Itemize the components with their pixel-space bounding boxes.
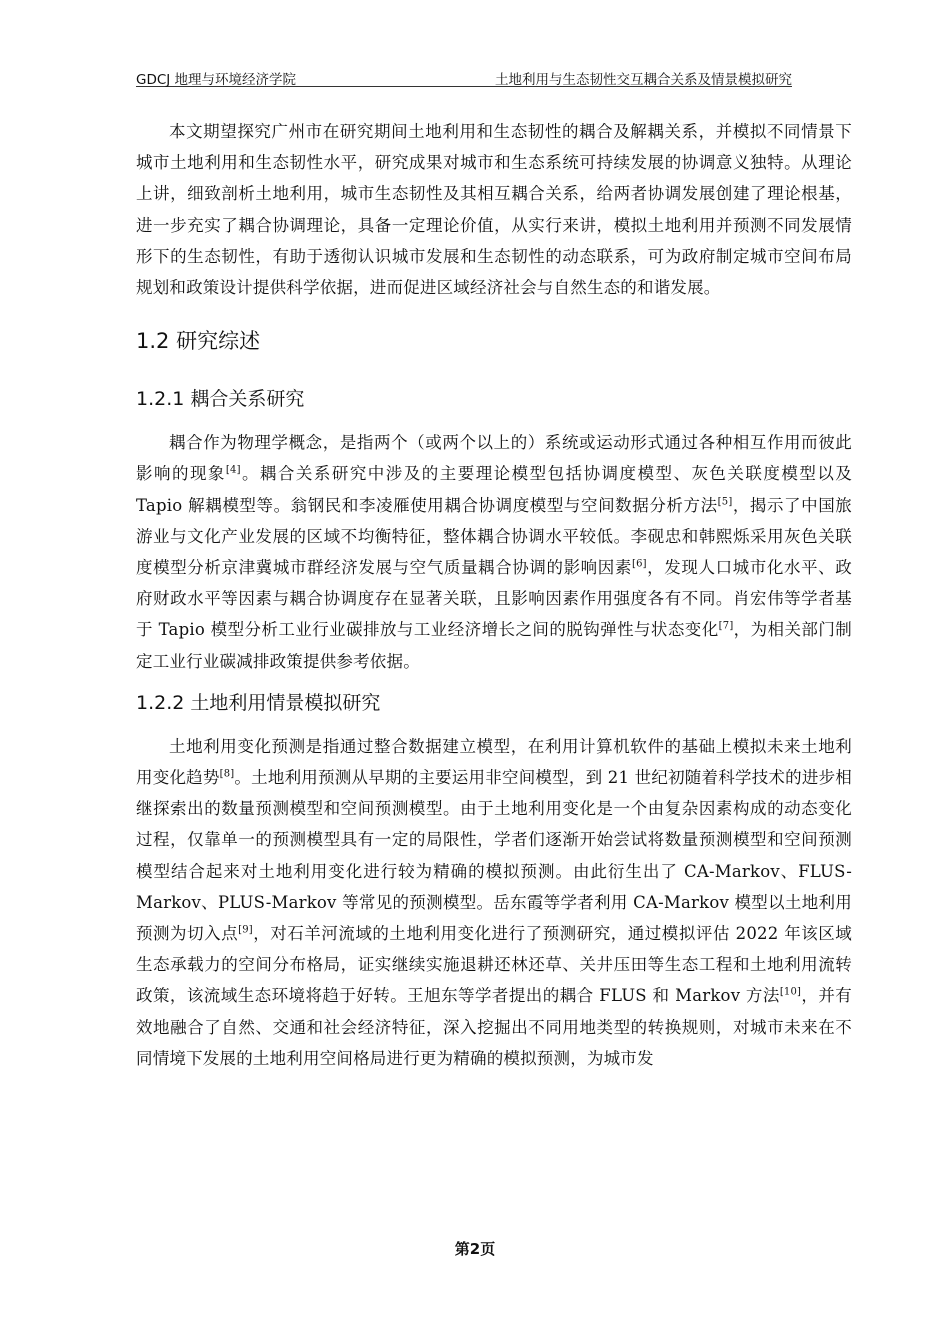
scenario-text-1: 土地利用变化预测是指通过整合数据建立模型，在利用计算机软件的基础上模拟未来土地利用变化趋势	[136, 736, 852, 788]
citation-ref: [4]	[225, 464, 241, 476]
citation-ref: [6]	[631, 558, 647, 570]
scenario-text-3: ，对石羊河流域的土地利用变化进行了预测研究，通过模拟评估 2022 年该区域生态承载力的空间分布格局，证实继续实施退耕还林还草、关井压田等生态工程和土地利用流转政策，该流域生态环境将趋于好转。王旭东等学者提出的耦合 FLUS 和 Markov 方法	[136, 924, 852, 1006]
header-institution: GDCJ 地理与环境经济学院	[136, 72, 297, 88]
coupling-text-5: ，为相关部门制定工业行业碳减排政策提供参考依据。	[136, 620, 852, 671]
scenario-paragraph	[136, 731, 852, 1074]
scenario-text-2: 。土地利用预测从早期的主要运用非空间模型，到 21 世纪初随着科学技术的进步相继探索出的数量预测模型和空间预测模型。由于土地利用变化是一个由复杂因素构成的动态变化过程，仅靠单一的预测模型具有一定的局限性，学者们逐渐开始尝试将数量预测模型和空间预测模型结合起来对土地利用变化进行较为精确的模拟预测。由此衍生出了 CA-Markov、FLUS-Markov、PLUS-Markov 等常见的预测模型。岳东霞等学者利用 CA-Markov 模型以土地利用预测为切入点	[136, 768, 853, 944]
coupling-text-1: 耦合作为物理学概念，是指两个（或两个以上的）系统或运动形式通过各种相互作用而彼此影响的现象	[136, 433, 852, 484]
subsection-heading-1-2-2: 1.2.2 土地利用情景模拟研究	[136, 691, 381, 714]
subsection-heading-1-2-1: 1.2.1 耦合关系研究	[136, 388, 305, 411]
header-paper-title: 土地利用与生态韧性交互耦合关系及情景模拟研究	[495, 72, 792, 88]
citation-ref: [9]	[238, 924, 253, 936]
section-heading-1-2: 1.2 研究综述	[136, 329, 261, 354]
coupling-text-2: 。耦合关系研究中涉及的主要理论模型包括协调度模型、灰色关联度模型以及 Tapio 解耦模型等。翁钢民和李凌雁使用耦合协调度模型与空间数据分析方法	[136, 464, 852, 515]
citation-ref: [5]	[717, 496, 733, 508]
coupling-text-3: ，揭示了中国旅游业与文化产业发展的区域不均衡特征，整体耦合协调水平较低。李砚忠和韩熙烁采用灰色关联度模型分析京津冀城市群经济发展与空气质量耦合协调的影响因素	[136, 495, 853, 578]
intro-paragraph: 本文期望探究广州市在研究期间土地利用和生态韧性的耦合及解耦关系，并模拟不同情景下城市土地利用和生态韧性水平，研究成果对城市和生态系统可持续发展的协调意义独特。从理论上讲，细致剖析土地利用，城市生态韧性及其相互耦合关系，给两者协调发展创建了理论根基，进一步充实了耦合协调理论，具备一定理论价值，从实行来讲，模拟土地利用并预测不同发展情形下的生态韧性，有助于透彻认识城市发展和生态韧性的动态联系，可为政府制定城市空间布局规划和政策设计提供科学依据，进而促进区域经济社会与自然生态的和谐发展。	[136, 122, 852, 298]
coupling-text-4: ，发现人口城市化水平、政府财政水平等因素与耦合协调度存在显著关联，且影响因素作用强度各有不同。肖宏伟等学者基于 Tapio 模型分析工业行业碳排放与工业经济增长之间的脱钩弹性与状态变化	[136, 558, 852, 640]
page-body	[136, 116, 852, 1074]
citation-ref: [10]	[779, 986, 802, 998]
citation-ref: [7]	[718, 620, 734, 632]
page-header	[136, 64, 792, 87]
citation-ref: [8]	[219, 768, 235, 780]
coupling-paragraph	[136, 427, 852, 677]
page-number: 第2页	[454, 1240, 496, 1258]
scenario-text-4: ，并有效地融合了自然、交通和社会经济特征，深入挖掘出不同用地类型的转换规则，对城市未来在不同情境下发展的土地利用空间格局进行更为精确的模拟预测，为城市发	[136, 986, 852, 1068]
